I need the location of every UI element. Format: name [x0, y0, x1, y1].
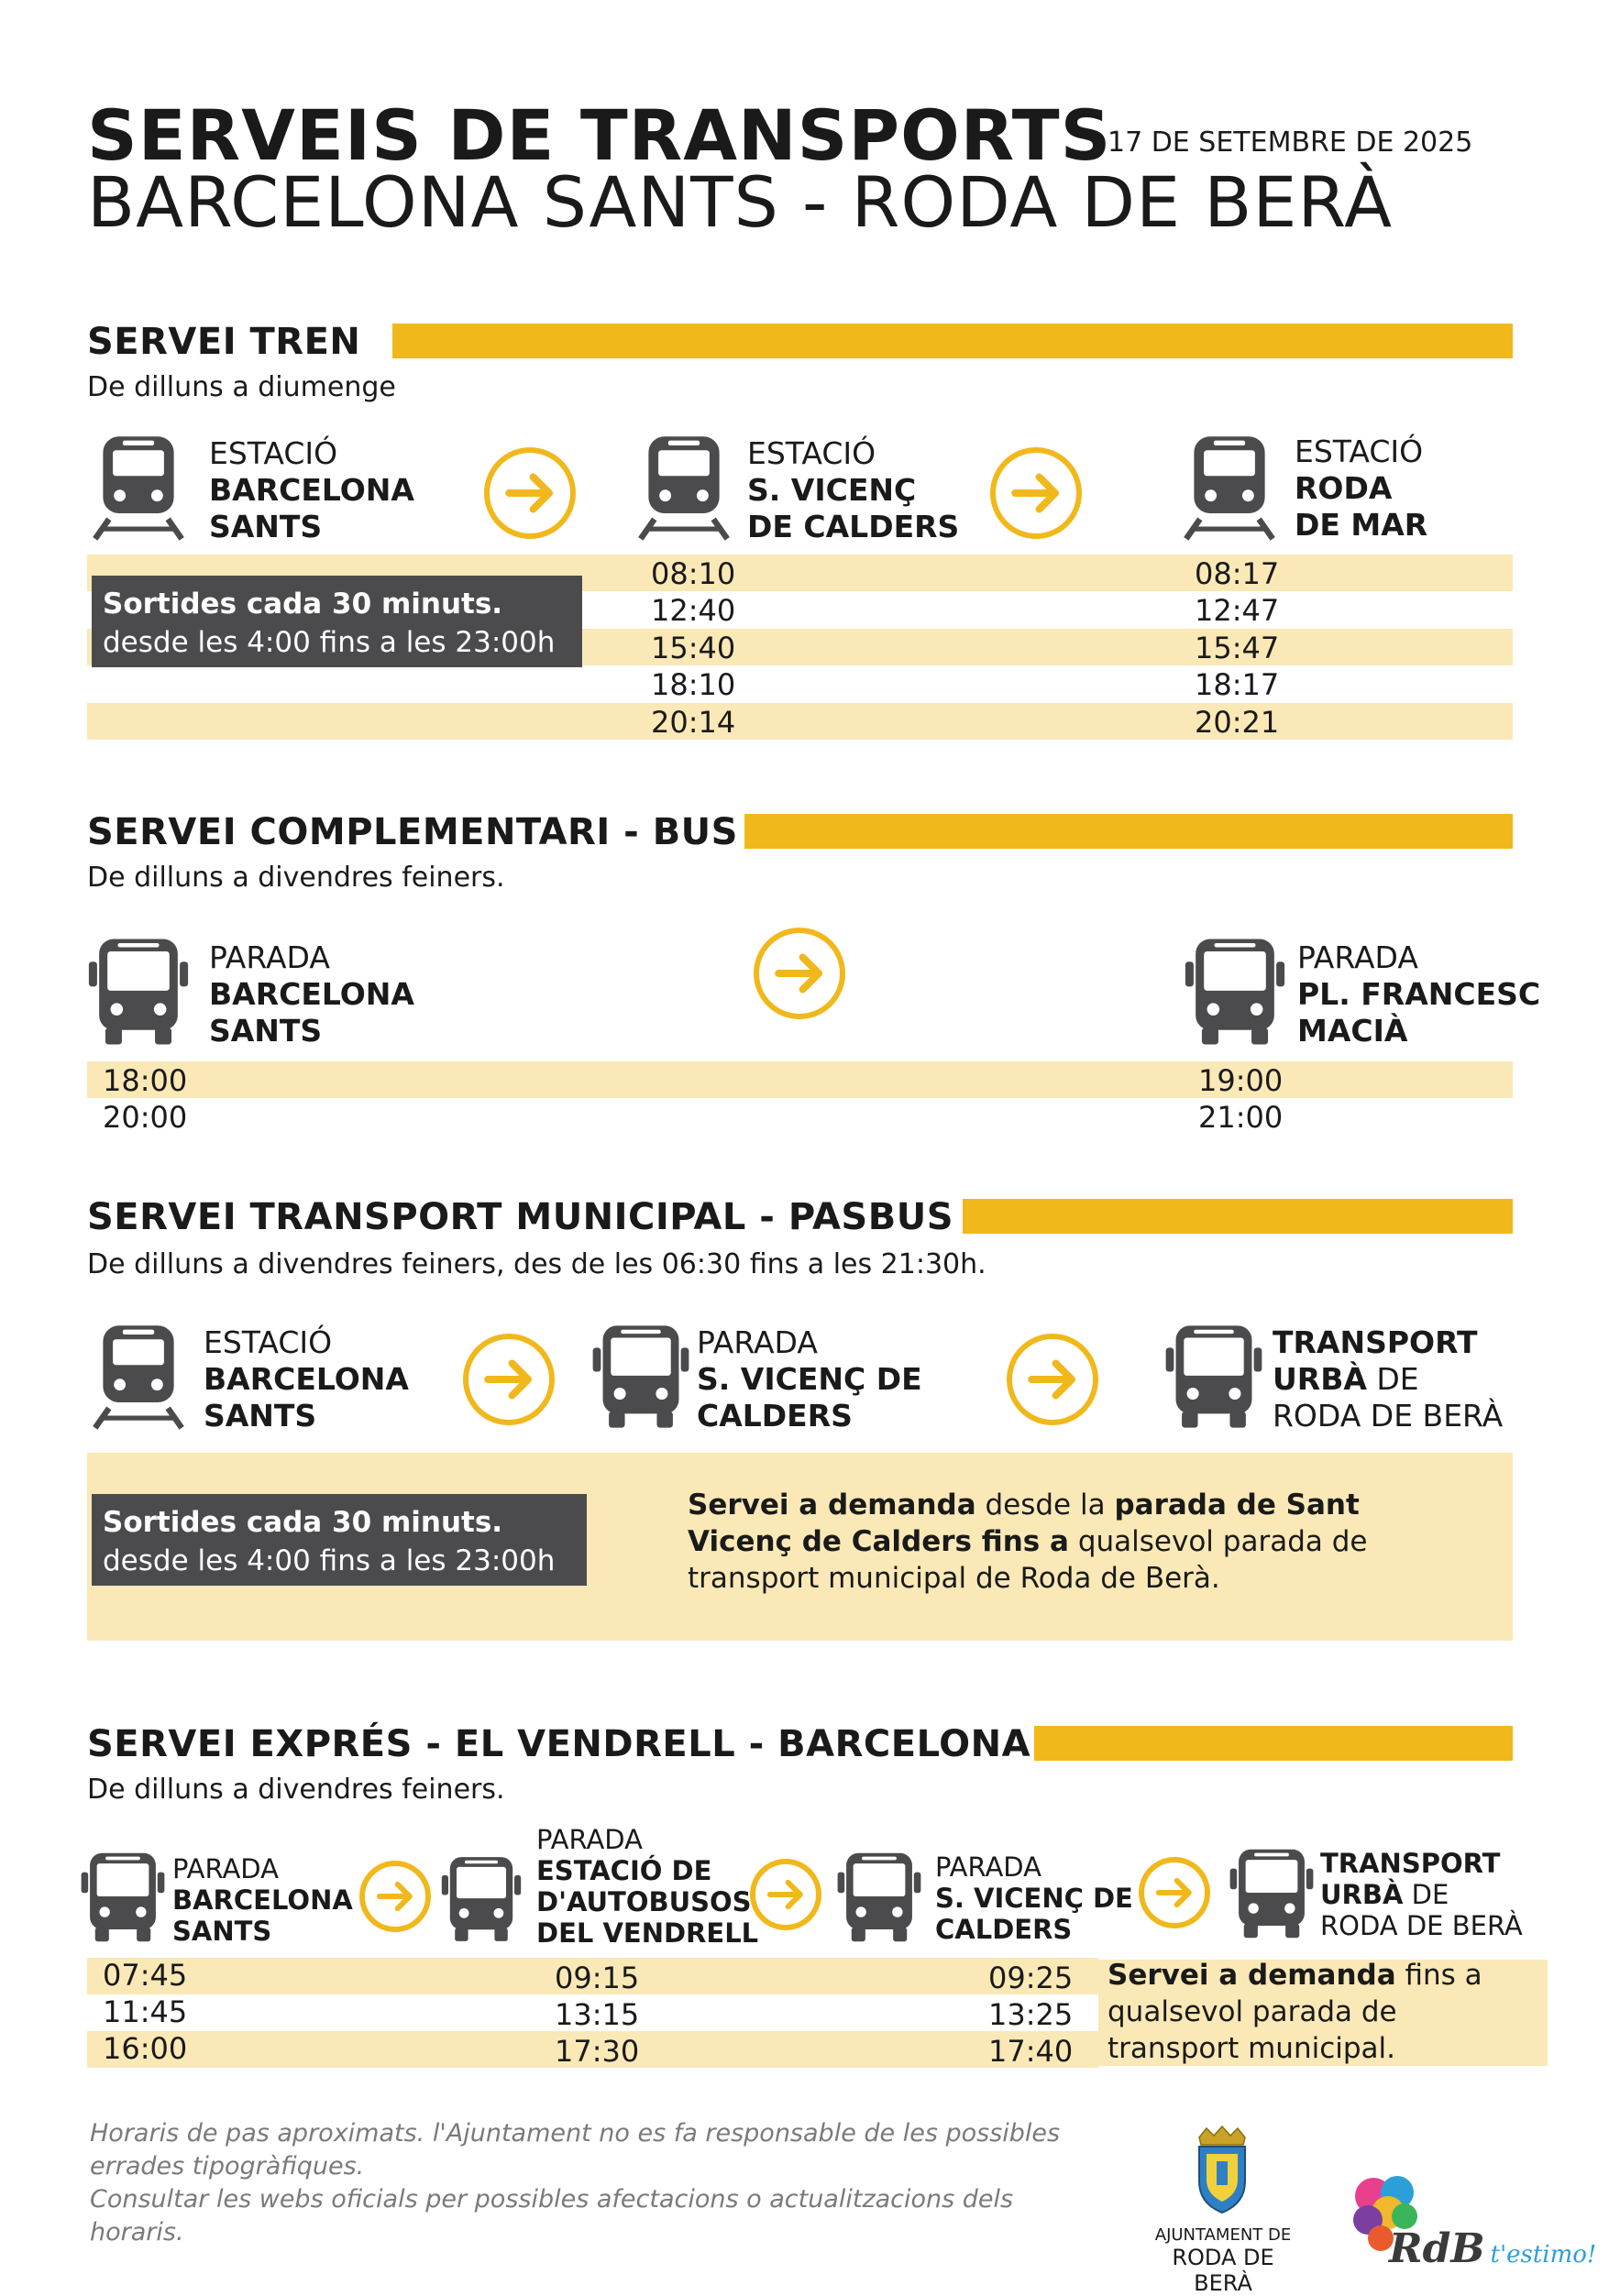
pasbus-section-title: SERVEI TRANSPORT MUNICIPAL - PASBUS — [87, 1196, 953, 1238]
stop-type: PARADA — [209, 939, 330, 975]
pasbus-stop-barcelona-sants — [204, 1324, 409, 1434]
stop-name: S. VICENÇ — [747, 472, 917, 508]
on-demand-note — [688, 1487, 1367, 1597]
stop-name-rest: DE — [1366, 1361, 1419, 1397]
demand-text: qualsevol parada de — [1108, 1995, 1397, 2028]
rdb-text: RdB — [1389, 2225, 1485, 2272]
time-cell: 12:40 — [651, 593, 736, 628]
arrow-right-icon — [990, 447, 1082, 539]
express-section-bar — [1034, 1726, 1513, 1761]
stop-name-line2 — [1273, 1361, 1503, 1398]
stop-name: CALDERS — [697, 1398, 853, 1434]
time-cell: 21:00 — [1198, 1100, 1284, 1135]
demand-text: fins a — [1395, 1959, 1482, 1992]
stop-name: ESTACIÓ DE — [536, 1855, 712, 1886]
stop-name-line2 — [1320, 1879, 1523, 1910]
time-cell: 13:25 — [988, 1997, 1074, 2032]
stop-name: RODA — [1295, 470, 1393, 506]
train-icon — [1178, 433, 1281, 541]
bus-icon — [590, 1322, 692, 1432]
frequency-note-bold: Sortides cada 30 minuts. — [103, 1506, 503, 1539]
stop-name: D'AUTOBUSOS — [536, 1886, 752, 1917]
page-title: SERVEIS DE TRANSPORTS — [87, 94, 1112, 176]
express-stop-transport-urba — [1320, 1848, 1523, 1941]
time-cell: 09:15 — [555, 1961, 640, 1995]
pasbus-section-subtitle: De dilluns a divendres feiners, des de les 06:30 fins a les 21:30h. — [87, 1248, 986, 1280]
time-cell: 17:30 — [555, 2034, 640, 2069]
table-row-stripe — [87, 703, 1513, 740]
arrow-right-icon — [750, 1859, 821, 1930]
stop-name-bold: URBÀ — [1320, 1879, 1404, 1910]
frequency-note-text: desde les 4:00 fins a les 23:00h — [103, 1544, 556, 1577]
stop-name: BARCELONA — [209, 976, 414, 1012]
express-stop-vendrell — [536, 1824, 758, 1949]
pasbus-section-bar — [963, 1199, 1513, 1234]
time-cell: 20:14 — [651, 705, 736, 740]
time-cell: 17:40 — [988, 2034, 1074, 2069]
stop-type: PARADA — [697, 1324, 818, 1360]
express-stop-barcelona-sants — [172, 1853, 353, 1947]
demand-text: desde la — [975, 1489, 1115, 1522]
pasbus-stop-transport-urba — [1273, 1324, 1503, 1434]
stop-type: ESTACIÓ — [204, 1324, 333, 1360]
testimo-text: t'estimo! — [1490, 2241, 1597, 2269]
bus-icon — [1163, 1322, 1265, 1432]
stop-type: ESTACIÓ — [209, 435, 338, 471]
train-icon — [633, 433, 735, 541]
stop-name-rest: DE — [1403, 1879, 1449, 1910]
bus-section-bar — [744, 814, 1513, 849]
stop-name: PL. FRANCESC — [1297, 976, 1541, 1012]
stop-name: TRANSPORT — [1273, 1324, 1478, 1360]
stop-name: CALDERS — [935, 1914, 1073, 1945]
arrow-right-icon — [484, 447, 576, 539]
arrow-right-icon — [1007, 1334, 1098, 1425]
frequency-note — [92, 1494, 587, 1586]
demand-text: transport municipal de Roda de Berà. — [688, 1562, 1220, 1595]
arrow-right-icon — [1139, 1857, 1210, 1928]
time-cell: 19:00 — [1198, 1063, 1284, 1098]
ajuntament-line2: RODA DE BERÀ — [1172, 2245, 1274, 2296]
bus-section-subtitle: De dilluns a divendres feiners. — [87, 862, 505, 894]
stop-name: SANTS — [209, 1013, 323, 1049]
coat-of-arms-icon — [1190, 2125, 1254, 2214]
bus-section-title: SERVEI COMPLEMENTARI - BUS — [87, 811, 738, 853]
stop-type: PARADA — [1297, 939, 1418, 975]
demand-text: qualsevol parada de — [1068, 1525, 1368, 1558]
train-stop-svicenc — [747, 435, 959, 545]
stop-name: DEL VENDRELL — [536, 1917, 759, 1949]
stop-type: ESTACIÓ — [747, 435, 876, 471]
express-section-subtitle: De dilluns a divendres feiners. — [87, 1774, 505, 1806]
bus-stop-barcelona-sants — [209, 939, 414, 1049]
time-cell: 15:40 — [651, 631, 736, 665]
train-section-subtitle: De dilluns a diumenge — [87, 371, 396, 403]
time-cell: 18:10 — [651, 667, 736, 702]
train-stop-barcelona-sants — [209, 435, 414, 545]
stop-name: TRANSPORT — [1320, 1848, 1501, 1879]
bus-icon — [84, 935, 193, 1049]
time-cell: 11:45 — [103, 1994, 188, 2029]
bus-icon — [440, 1853, 523, 1945]
bus-icon — [1227, 1846, 1317, 1941]
pasbus-stop-svicenc — [697, 1324, 922, 1434]
arrow-right-icon — [359, 1861, 431, 1932]
stop-type: ESTACIÓ — [1295, 434, 1424, 469]
table-row-stripe — [87, 1061, 1513, 1098]
train-section-bar — [392, 324, 1513, 358]
bus-icon — [1181, 935, 1289, 1049]
stop-name: BARCELONA — [204, 1361, 409, 1397]
stop-name: DE CALDERS — [747, 509, 960, 544]
time-cell: 16:00 — [103, 2031, 188, 2066]
stop-type: PARADA — [935, 1851, 1041, 1883]
time-cell: 20:00 — [103, 1100, 188, 1135]
stop-name: BARCELONA — [209, 472, 414, 508]
arrow-right-icon — [754, 928, 845, 1019]
bus-stop-francesc-macia — [1297, 939, 1540, 1049]
stop-name: SANTS — [209, 509, 323, 544]
train-icon — [87, 1322, 190, 1430]
time-cell: 13:15 — [555, 1997, 640, 2032]
frequency-note-text: desde les 4:00 fins a les 23:00h — [103, 626, 556, 659]
stop-name: MACIÀ — [1297, 1013, 1408, 1049]
time-cell: 07:45 — [103, 1958, 188, 1993]
route-title: BARCELONA SANTS - RODA DE BERÀ — [87, 161, 1394, 243]
stop-name: RODA DE BERÀ — [1273, 1398, 1504, 1434]
demand-bold: Servei a demanda — [1108, 1959, 1396, 1992]
disclaimer-line: Consultar les webs oficials per possibles afectacions o actualitzacions dels — [90, 2185, 1014, 2214]
disclaimer-line: errades tipogràfiques. — [90, 2152, 365, 2181]
stop-type: PARADA — [536, 1824, 643, 1855]
disclaimer — [90, 2117, 1060, 2249]
demand-bold: Vicenç de Calders fins a — [688, 1525, 1069, 1558]
stop-type: PARADA — [172, 1853, 279, 1884]
stop-name: S. VICENÇ DE — [697, 1361, 922, 1397]
date-label: 17 DE SETEMBRE DE 2025 — [1108, 126, 1473, 159]
stop-name: BARCELONA — [172, 1884, 353, 1916]
time-cell: 08:10 — [651, 556, 736, 591]
time-cell: 20:21 — [1195, 705, 1280, 740]
time-cell: 08:17 — [1195, 556, 1280, 591]
stop-name: RODA DE BERÀ — [1320, 1910, 1523, 1941]
demand-text: transport municipal. — [1108, 2032, 1395, 2065]
demand-bold: Servei a demanda — [688, 1489, 976, 1522]
express-stop-svicenc — [935, 1851, 1133, 1945]
train-icon — [87, 433, 190, 541]
frequency-note — [92, 576, 582, 667]
disclaimer-line: Horaris de pas aproximats. l'Ajuntament no es fa responsable de les possibles — [90, 2119, 1061, 2148]
on-demand-note — [1108, 1957, 1482, 2067]
ajuntament-line1: AJUNTAMENT DE — [1154, 2225, 1292, 2245]
rdb-logo-text — [1389, 2225, 1596, 2272]
time-cell: 09:25 — [988, 1961, 1074, 1995]
time-cell: 15:47 — [1195, 631, 1280, 665]
arrow-right-icon — [463, 1334, 555, 1425]
time-cell: 12:47 — [1195, 593, 1280, 628]
disclaimer-line: horaris. — [90, 2218, 184, 2247]
train-section-title: SERVEI TREN — [87, 321, 361, 363]
time-cell: 18:17 — [1195, 667, 1280, 702]
stop-name: SANTS — [204, 1398, 317, 1434]
stop-name-bold: URBÀ — [1273, 1361, 1367, 1397]
train-stop-roda-de-mar — [1295, 434, 1427, 544]
express-section-title: SERVEI EXPRÉS - EL VENDRELL - BARCELONA — [87, 1723, 1031, 1765]
time-cell: 18:00 — [103, 1063, 188, 1098]
stop-name: SANTS — [172, 1916, 272, 1947]
frequency-note-bold: Sortides cada 30 minuts. — [103, 588, 503, 621]
stop-name: DE MAR — [1295, 507, 1428, 543]
demand-bold: parada de Sant — [1114, 1489, 1360, 1522]
bus-icon — [77, 1850, 169, 1945]
bus-icon — [834, 1850, 924, 1945]
ajuntament-label — [1146, 2225, 1300, 2296]
stop-name: S. VICENÇ DE — [935, 1883, 1133, 1914]
